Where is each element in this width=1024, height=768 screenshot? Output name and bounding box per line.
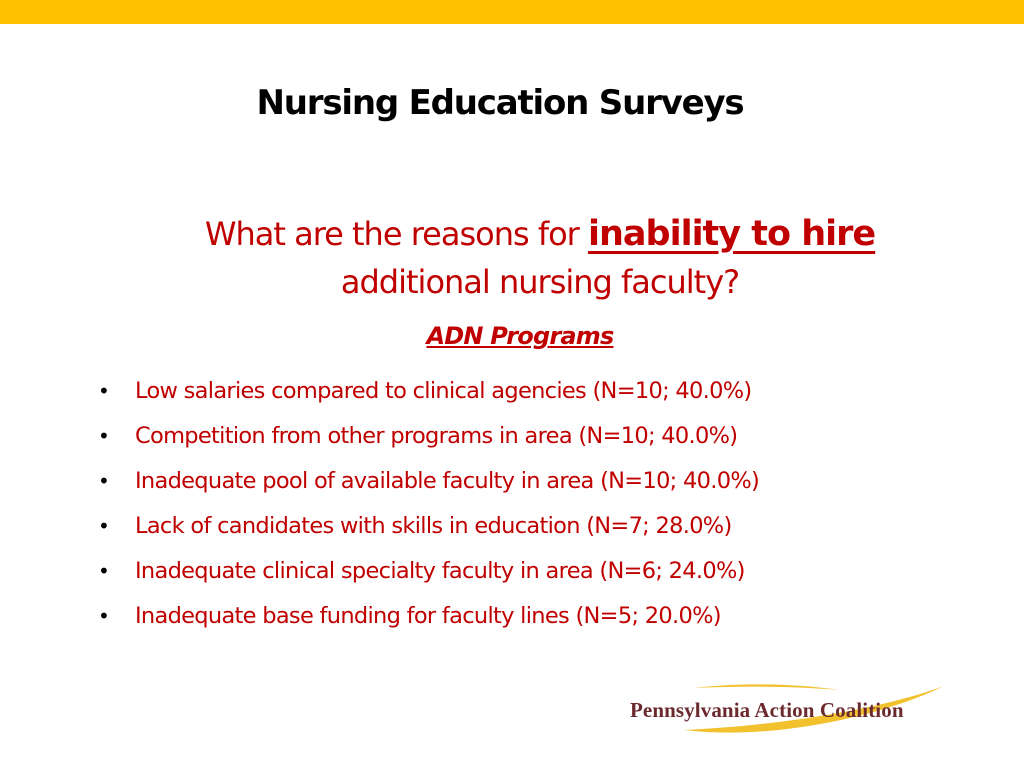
list-item xyxy=(98,415,998,460)
bullet-icon: • xyxy=(98,379,110,403)
question-emphasis: inability to hire xyxy=(587,214,876,254)
bullet-icon: • xyxy=(98,604,110,628)
list-item xyxy=(98,505,998,550)
survey-question xyxy=(100,210,980,306)
logo-text: Pennsylvania Action Coalition xyxy=(630,698,904,722)
program-subheading: ADN Programs xyxy=(426,322,614,350)
slide-title: Nursing Education Surveys xyxy=(256,82,744,123)
list-item xyxy=(98,595,998,640)
reason-text: Lack of candidates with skills in education (N=7; 28.0%) xyxy=(135,513,732,539)
question-suffix: additional nursing faculty? xyxy=(340,263,740,301)
reason-text: Low salaries compared to clinical agencies (N=10; 40.0%) xyxy=(135,378,752,404)
list-item xyxy=(98,370,998,415)
reason-text: Inadequate pool of available faculty in area (N=10; 40.0%) xyxy=(135,468,760,494)
list-item xyxy=(98,460,998,505)
reasons-list xyxy=(98,370,998,640)
pennsylvania-action-coalition-logo xyxy=(624,680,974,742)
bullet-icon: • xyxy=(98,559,110,583)
bullet-icon: • xyxy=(98,469,110,493)
reason-text: Competition from other programs in area (N=10; 40.0%) xyxy=(135,423,738,449)
reason-text: Inadequate base funding for faculty lines (N=5; 20.0%) xyxy=(135,603,721,629)
bullet-icon: • xyxy=(98,514,110,538)
list-item xyxy=(98,550,998,595)
top-accent-bar xyxy=(0,0,1024,24)
reason-text: Inadequate clinical specialty faculty in area (N=6; 24.0%) xyxy=(135,558,745,584)
bullet-icon: • xyxy=(98,424,110,448)
question-prefix: What are the reasons for xyxy=(204,215,579,253)
